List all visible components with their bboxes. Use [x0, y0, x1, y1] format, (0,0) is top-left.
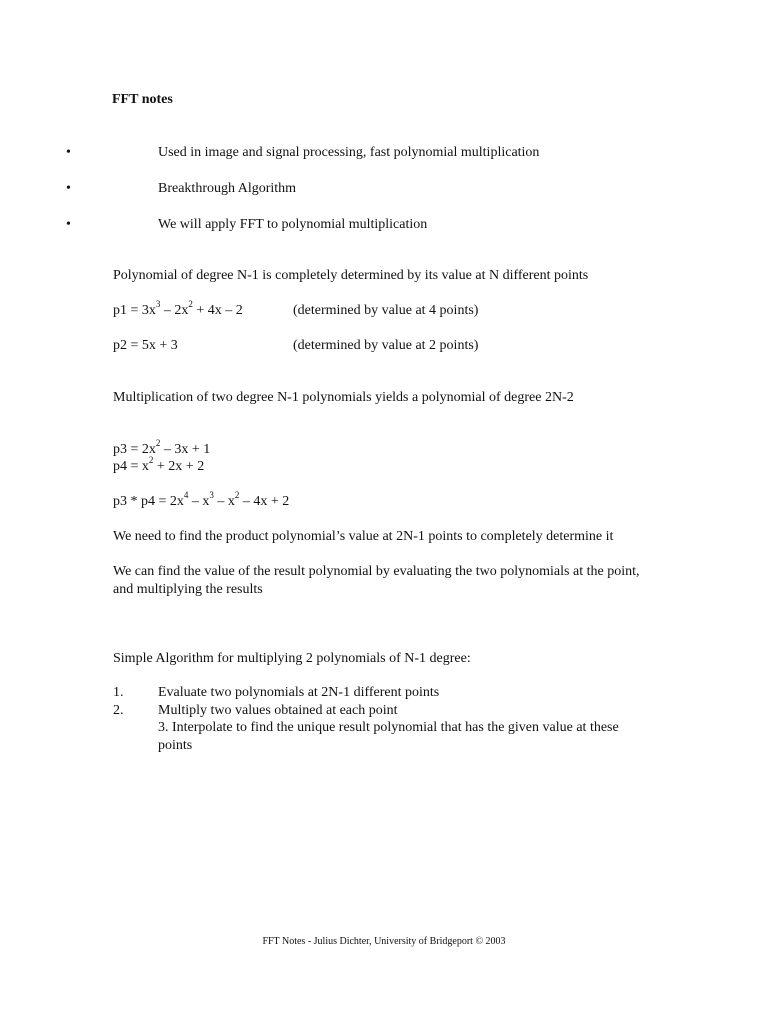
- bullet-item-3: We will apply FFT to polynomial multiplication: [158, 217, 428, 232]
- bullet-item-2: Breakthrough Algorithm: [158, 181, 297, 196]
- bullet-icon: •: [66, 217, 71, 232]
- bullet-icon: •: [66, 181, 71, 196]
- step-number-2: 2.: [113, 703, 124, 718]
- paragraph-simple-algorithm: Simple Algorithm for multiplying 2 polynomials of N-1 degree:: [113, 651, 471, 666]
- page-footer: FFT Notes - Julius Dichter, University of Bridgeport © 2003: [262, 936, 506, 947]
- equation-p4: $p4 = x^2 + 2x + 2$: [113, 455, 205, 474]
- paragraph-degree: Polynomial of degree N-1 is completely determined by its value at N different points: [113, 268, 589, 283]
- step-text-1: Evaluate two polynomials at 2N-1 different points: [158, 685, 440, 700]
- paragraph-multiplication: Multiplication of two degree N-1 polynomials yields a polynomial of degree 2N-2: [113, 390, 574, 405]
- step-text-2: Multiply two values obtained at each point: [158, 703, 398, 718]
- equation-p3-times-p4: $p3 * p4 = 2x^4 - x^3 - x^2 - 4x + 2$: [113, 490, 290, 509]
- equation-p1: $p1 = 3x^3 - 2x^2 + 4x - 2$: [113, 299, 243, 318]
- equation-p3: $p3 = 2x^2 - 3x + 1$: [113, 438, 211, 457]
- bullet-icon: •: [66, 145, 71, 160]
- bullet-item-1: Used in image and signal processing, fast polynomial multiplication: [158, 145, 540, 160]
- page-title: FFT notes: [112, 92, 173, 107]
- equation-p2-note: (determined by value at 2 points): [293, 338, 479, 353]
- paragraph-need: We need to find the product polynomial’s value at 2N-1 points to completely determine it: [113, 529, 614, 544]
- step-text-3: 3. Interpolate to find the unique result polynomial that has the given value at these points: [158, 720, 619, 753]
- equation-p1-note: (determined by value at 4 points): [293, 303, 479, 318]
- step-number-1: 1.: [113, 685, 124, 700]
- paragraph-can: We can find the value of the result polynomial by evaluating the two polynomials at the point, and multiplying the results: [113, 564, 640, 597]
- equation-p2: p2 = 5x + 3: [113, 338, 178, 353]
